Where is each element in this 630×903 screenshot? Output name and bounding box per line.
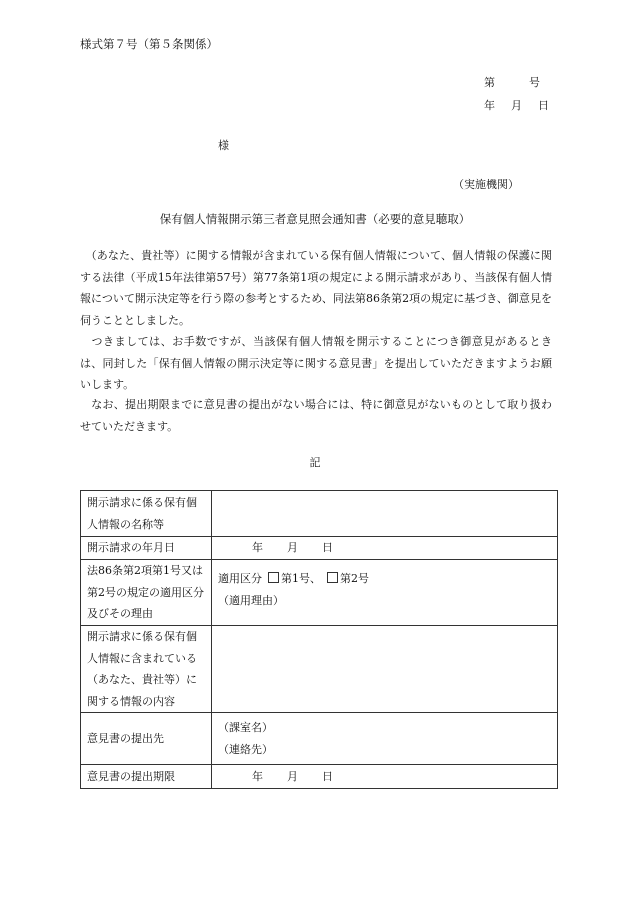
- request-date-month: 月: [287, 541, 298, 555]
- table-row: [81, 713, 558, 765]
- section-label: （課室名）: [218, 721, 273, 734]
- row-label-submission-dest: 意見書の提出先: [81, 713, 212, 765]
- ki-heading: 記: [309, 456, 321, 469]
- row-label-request-date: 開示請求の年月日: [81, 537, 212, 560]
- request-date-day: 日: [322, 541, 333, 555]
- issue-date-year: 年: [484, 99, 495, 112]
- row-label-info-content: 開示請求に係る保有個人情報に含まれている（あなた、貴社等）に関する情報の内容: [81, 626, 212, 713]
- body-paragraph-1: （あなた、貴社等）に関する情報が含まれている保有個人情報について、個人情報の保護に関する法律（平成15年法律第57号）第77条第1項の規定による開示請求があり、当該保有個人情報について開示決定等を行う際の参考とするため、同法第86条第2項の規定に基づき、御意見を伺うこととしました。: [80, 249, 553, 327]
- row-label-info-name: 開示請求に係る保有個人情報の名称等: [81, 491, 212, 537]
- deadline-year: 年: [252, 769, 263, 783]
- issue-date: [484, 97, 549, 113]
- document-title: 保有個人情報開示第三者意見照会通知書（必要的意見聴取）: [159, 212, 471, 226]
- body-paragraph-3: なお、提出期限までに意見書の提出がない場合には、特に御意見がないものとして取り扱わせていただきます。: [80, 398, 553, 433]
- row-value-info-name: [212, 491, 558, 537]
- deadline-month: 月: [287, 769, 298, 783]
- table-row: [81, 626, 558, 713]
- category-label: 適用区分: [218, 572, 262, 585]
- request-date-year: 年: [252, 541, 263, 555]
- table-row: [81, 537, 558, 560]
- row-label-category: 法86条第2項第1号又は第2号の規定の適用区分及びその理由: [81, 560, 212, 626]
- option-1-label: 第1号、: [281, 572, 321, 585]
- reason-label: （適用理由）: [218, 593, 284, 607]
- table-row: [81, 560, 558, 626]
- checkbox-option-2[interactable]: [327, 572, 338, 583]
- info-table: [80, 490, 558, 789]
- row-value-info-content: [212, 626, 558, 713]
- category-line: [218, 568, 551, 590]
- issue-date-month: 月: [511, 99, 522, 112]
- table-row: [81, 491, 558, 537]
- document-number: [484, 74, 540, 90]
- body-paragraph-2: つきましては、お手数ですが、当該保有個人情報を開示することにつき御意見があるときは、同封した「保有個人情報の開示決定等に関する意見書」を提出していただきますようお願いします。: [80, 335, 552, 391]
- row-label-deadline: 意見書の提出期限: [81, 765, 212, 789]
- row-value-submission-dest: [212, 713, 558, 765]
- row-value-deadline: [212, 765, 558, 789]
- row-value-request-date: [212, 537, 558, 560]
- issue-date-day: 日: [538, 99, 549, 112]
- doc-number-suffix: 号: [529, 76, 540, 89]
- table-row: [81, 765, 558, 789]
- addressee: 様: [218, 139, 229, 152]
- deadline-day: 日: [322, 769, 333, 783]
- doc-number-prefix: 第: [484, 76, 495, 89]
- contact-label: （連絡先）: [218, 742, 273, 756]
- implementing-agency: （実施機関）: [453, 178, 519, 191]
- option-2-label: 第2号: [340, 572, 369, 585]
- form-number: 様式第７号（第５条関係）: [80, 37, 218, 51]
- row-value-category: [212, 560, 558, 626]
- checkbox-option-1[interactable]: [268, 572, 279, 583]
